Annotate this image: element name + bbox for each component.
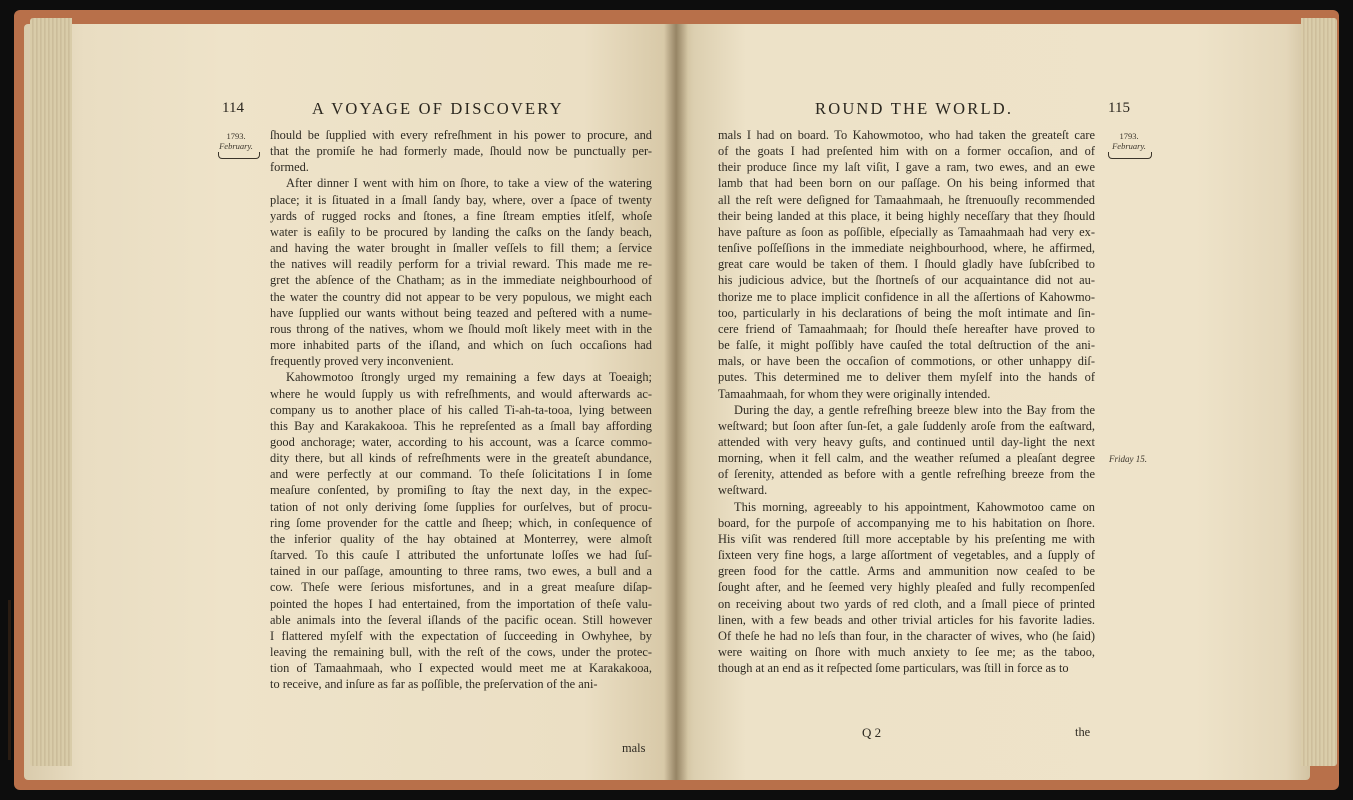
text-line: frequently proved very inconvenient.: [270, 354, 454, 369]
text-line: tation of not only deriving ſome ſupplies for ourſelves, but of procu-: [270, 499, 652, 514]
text-line: too, particularly in his declarations of being the moſt intimate and ſin-: [718, 305, 1095, 320]
text-line: leaving the remaining bull, with the reſt of the cows, under the protec-: [270, 645, 652, 659]
paragraph: [270, 175, 652, 369]
right-catchword: the: [1075, 725, 1091, 739]
text-line: of the goats I had preſented him with on a former occaſion, and of: [718, 144, 1095, 159]
left-page-edges: [30, 18, 72, 766]
text-line: attended with very heavy guſts, and continued until day-light the next: [718, 434, 1095, 449]
text-line: on receiving about two yards of red cloth, and a ſmall piece of printed: [718, 596, 1095, 611]
text-line: their produce ſince my laſt viſit, I gave a ram, two ewes, and an ewe: [718, 160, 1095, 175]
text-line: pointed the hopes I had entertained, from the importation of theſe valu-: [270, 596, 652, 611]
text-line: ſtarved. To this cauſe I attributed the unfortunate loſſes we had ſuſ-: [270, 548, 652, 563]
text-line: board, for the purpoſe of accompanying me to his habitation on ſhore.: [718, 515, 1095, 530]
cover-edge-shadow: [8, 600, 11, 760]
text-line: have ſupplied our wants without being teazed and peſtered with a nume-: [270, 305, 652, 320]
text-line: were waiting on ſhore with much anxiety to ſee me; as the taboo,: [718, 645, 1095, 659]
text-line: Kahowmotoo ſtrongly urged my remaining a few days at Toeaigh;: [286, 370, 652, 385]
left-catchword: mals: [622, 741, 646, 755]
text-line: that the promiſe he had formerly made, ſhould now be punctually per-: [270, 144, 652, 159]
right-margin-year: 1793.: [1119, 131, 1139, 141]
text-line: able animals into the ſeveral iſlands of the pacific ocean. Still however: [270, 612, 652, 627]
text-line: putes. This determined me to deliver them myſelf into the hands of: [718, 370, 1095, 385]
text-line: After dinner I went with him on ſhore, to take a view of the watering: [286, 176, 652, 191]
left-page-body: [270, 127, 652, 692]
text-line: the inferior quality of the hay obtained at Monterrey, were almoſt: [270, 531, 652, 546]
text-line: morning, when it fell calm, and the weather reſumed a pleaſant degree: [718, 451, 1095, 466]
text-line: lamb that had been born on our paſſage. On his being informed that: [718, 176, 1095, 191]
text-line: formed.: [270, 160, 309, 175]
text-line: I flattered myſelf with the expectation of ſucceeding in Owhyhee, by: [270, 628, 652, 643]
text-line: tenſive poſſeſſions in the immediate neighbourhood, where, he affirmed,: [718, 241, 1095, 256]
paragraph: [270, 369, 652, 692]
text-line: ring ſome provender for the cattle and ſheep; which, in conſequence of: [270, 515, 652, 530]
right-margin-month: February.: [1112, 141, 1146, 151]
right-side-note: Friday 15.: [1109, 454, 1147, 464]
text-line: tained in our paſſage, amounting to three rams, two ewes, a bull and a: [270, 564, 652, 579]
right-margin-brace: [1108, 152, 1152, 159]
text-line: thorize me to place implicit confidence in all the aſſertions of Kahowmo-: [718, 289, 1095, 304]
text-line: Of theſe he had no leſs than four, in the character of wives, who (he ſaid): [718, 628, 1095, 643]
left-margin-note: [214, 131, 258, 151]
text-line: all the reſt were deſigned for Tamaahmaah, he ſtrenuouſly recommended: [718, 192, 1095, 207]
text-line: though at an end as it reſpected ſome particulars, was ſtill in force as to: [718, 661, 1069, 676]
text-line: dity there, but all kinds of refreſhments were in the greateſt abundance,: [270, 451, 652, 466]
text-line: cow. Theſe were ſerious misfortunes, and in a great meaſure diſap-: [270, 580, 652, 595]
text-line: mals, or have been the occaſion of commotions, or other unhappy diſ-: [718, 354, 1095, 369]
right-running-head: ROUND THE WORLD.: [815, 99, 1014, 118]
paragraph: [718, 499, 1095, 677]
text-line: ſixteen very fine hogs, a large aſſortment of vegetables, and a ſupply of: [718, 548, 1095, 563]
text-line: have paſture as ſoon as poſſible, eſpecially as Tamaahmaah had very ex-: [718, 224, 1095, 239]
paragraph: [718, 127, 1095, 402]
right-page-body: [718, 127, 1095, 676]
text-line: During the day, a gentle refreſhing breeze blew into the Bay from the: [734, 402, 1095, 417]
text-line: where he would ſupply us with refreſhments, and would afterwards ac-: [270, 386, 652, 401]
text-line: gret the abſence of the Chatham; as in the immediate neighbourhood of: [270, 273, 652, 288]
text-line: of ſerenity, attended as before with a gentle refreſhing breeze from the: [718, 467, 1095, 482]
text-line: rous throng of the natives, whom we ſhould moſt likely meet with in the: [270, 321, 652, 336]
text-line: mals I had on board. To Kahowmotoo, who had taken the greateſt care: [718, 128, 1095, 142]
text-line: weſtward; but ſoon after ſun-ſet, a gale ſuddenly aroſe from the eaſtward,: [718, 418, 1095, 433]
right-margin-note: [1106, 131, 1152, 151]
book-gutter: [664, 24, 688, 780]
text-line: be falſe, it might poſſibly have cauſed the total deſtruction of the ani-: [718, 338, 1095, 353]
right-page-edges: [1301, 18, 1337, 766]
text-line: their being landed at this place, it being highly neceſſary that they ſhould: [718, 208, 1095, 223]
left-margin-brace: [218, 152, 260, 159]
text-line: ſought after, and he ſeemed very highly pleaſed and fully recompenſed: [718, 580, 1095, 595]
text-line: more inhabited parts of the iſland, and which on ſuch occaſions had: [270, 338, 652, 353]
paragraph: [270, 127, 652, 175]
text-line: great care would be taken of them. I ſhould gladly have ſubſcribed to: [718, 257, 1095, 272]
text-line: this Bay and Karakakooa. This he repreſented as a ſmall bay affording: [270, 418, 652, 433]
text-line: His viſit was rendered ſtill more acceptable by his preſenting me with: [718, 531, 1095, 546]
text-line: tion of Tamaahmaah, who I expected would meet me at Karakakooa,: [270, 661, 652, 676]
text-line: place; it is ſituated in a ſmall ſandy bay, where, over a ſpace of twenty: [270, 192, 652, 207]
text-line: the natives will readily perform for a trivial reward. This made me re-: [270, 257, 652, 272]
text-line: ſhould be ſupplied with every refreſhment in his power to procure, and: [270, 128, 652, 142]
text-line: and having the water brought in ſmaller veſſels to fill them; a ſervice: [270, 241, 652, 256]
text-line: good anchorage; water, according to his account, was a ſcarce commo-: [270, 434, 652, 449]
text-line: cere friend of Tamaahmaah; for ſhould theſe hereafter have proved to: [718, 321, 1095, 336]
text-line: company us to another place of his called Ti-ah-ta-tooa, lying between: [270, 402, 652, 417]
signature-mark: Q 2: [862, 725, 882, 740]
text-line: linen, with a few beads and other trivial articles for his favorite ladies.: [718, 612, 1095, 627]
text-line: to receive, and inſure as far as poſſible, the preſervation of the ani-: [270, 677, 598, 692]
text-line: and were perfectly at our command. To theſe ſolicitations I in ſome: [270, 467, 652, 482]
left-running-head: A VOYAGE OF DISCOVERY: [312, 99, 564, 118]
text-line: yards of rugged rocks and ſtones, a fine ſtream empties itſelf, whoſe: [270, 208, 652, 223]
text-line: weſtward.: [718, 483, 768, 498]
left-margin-month: February.: [219, 141, 253, 151]
text-line: meaſure conſented, by promiſing to ſtay the next day, in the expec-: [270, 483, 652, 498]
left-page-number: 114: [222, 100, 244, 116]
text-line: his judicious advice, but the ſhortneſs of our acquaintance did not au-: [718, 273, 1095, 288]
text-line: the water the country did not appear to be very populous, we might each: [270, 289, 652, 304]
text-line: green food for the cattle. Arms and ammunition now ceaſed to be: [718, 564, 1095, 579]
paragraph: [718, 402, 1095, 499]
text-line: water is eaſily to be procured by landing the caſks on the ſandy beach,: [270, 224, 652, 239]
text-line: Tamaahmaah, for whom they were originally intended.: [718, 386, 991, 401]
text-line: This morning, agreeably to his appointment, Kahowmotoo came on: [734, 499, 1095, 514]
left-margin-year: 1793.: [226, 131, 246, 141]
right-page-number: 115: [1108, 100, 1130, 116]
